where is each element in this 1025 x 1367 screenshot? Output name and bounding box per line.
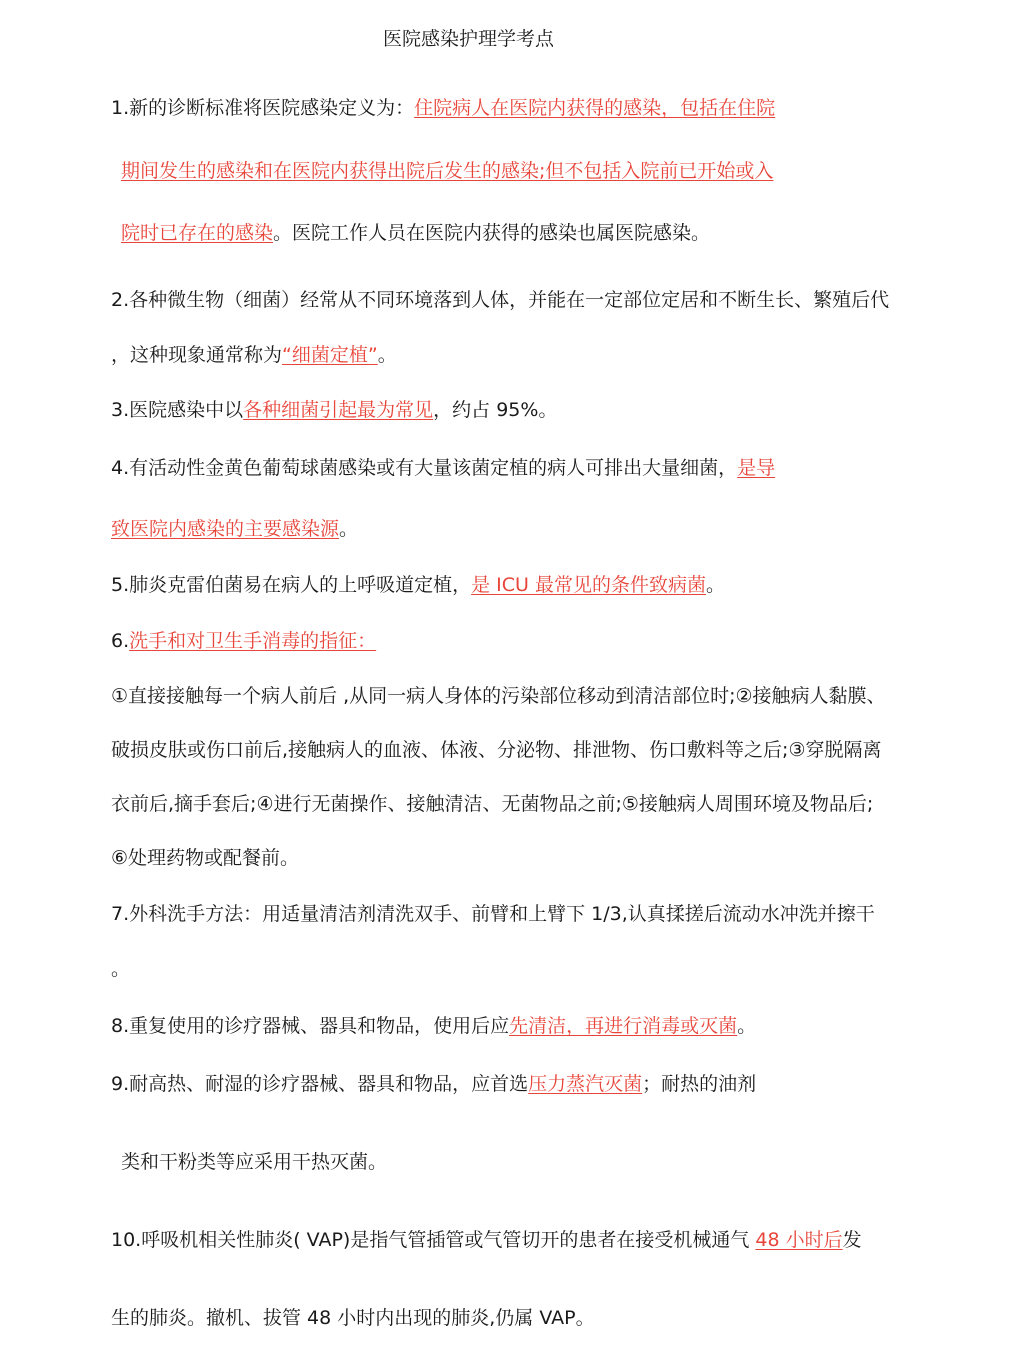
item-6-text-3: 衣前后,摘手套后;④进行无菌操作、接触清洁、无菌物品之前;⑤接触病人周围环境及物品后; (111, 793, 874, 815)
item-1-highlight-cont: 期间发生的感染和在医院内获得出院后发生的感染;但不包括入院前已开始或入 (121, 160, 774, 182)
item-7-line-1 (111, 900, 875, 928)
item-3-highlight: 各种细菌引起最为常见 (243, 399, 434, 421)
item-7-text: 7.外科洗手方法：用适量清洁剂清洗双手、前臂和上臂下 1/3,认真揉搓后流动水冲洗并擦干 (111, 903, 875, 925)
item-6-number: 6. (111, 630, 130, 652)
item-10-text-end: 发 (842, 1229, 862, 1251)
item-5-highlight: 是 ICU 最常见的条件致病菌 (471, 574, 706, 596)
item-2-text: 2.各种微生物（细菌）经常从不同环境落到人体，并能在一定部位定居和不断生长、繁殖后代 (111, 289, 890, 311)
item-6-text-1: ①直接接触每一个病人前后 ,从同一病人身体的污染部位移动到清洁部位时;②接触病人黏膜、 (111, 685, 886, 707)
item-9-highlight: 压力蒸汽灭菌 (528, 1073, 643, 1095)
item-9-line-1 (111, 1070, 756, 1098)
item-2-line-1 (111, 286, 889, 314)
item-10-line-1 (111, 1226, 862, 1254)
item-10-line-2 (111, 1304, 595, 1332)
item-6-highlight: 洗手和对卫生手消毒的指征： (129, 630, 377, 652)
item-10-highlight: 48 小时后 (755, 1229, 843, 1251)
item-9-text-cont: 类和干粉类等应采用干热灭菌。 (121, 1151, 388, 1173)
item-3-text-end: ，约占 95%。 (433, 399, 558, 421)
item-6-text-4: ⑥处理药物或配餐前。 (111, 847, 300, 869)
item-8-text-end: 。 (737, 1015, 757, 1037)
item-6-heading (111, 627, 376, 655)
item-6-line-3 (111, 790, 873, 818)
item-1-line-2 (121, 157, 773, 185)
item-10-text: 10.呼吸机相关性肺炎( VAP)是指气管插管或气管切开的患者在接受机械通气 (111, 1229, 756, 1251)
item-3-line (111, 396, 557, 424)
item-4-text-end: 。 (339, 518, 359, 540)
item-1-line-1 (111, 94, 775, 122)
item-9-line-2 (121, 1148, 387, 1176)
item-7-line-2 (111, 955, 130, 983)
item-6-line-1 (111, 682, 886, 710)
item-6-text-2: 破损皮肤或伤口前后,接触病人的血液、体液、分泌物、排泄物、伤口敷料等之后;③穿脱隔离 (111, 739, 882, 761)
item-4-line-1 (111, 454, 775, 482)
item-5-text-end: 。 (706, 574, 726, 596)
item-9-text: 9.耐高热、耐湿的诊疗器械、器具和物品，应首选 (111, 1073, 529, 1095)
item-7-text-end: 。 (111, 958, 131, 980)
item-2-text-cont: ，这种现象通常称为 (111, 344, 283, 366)
item-10-text-cont: 生的肺炎。撤机、拔管 48 小时内出现的肺炎,仍属 VAP。 (111, 1307, 595, 1329)
item-8-text: 8.重复使用的诊疗器械、器具和物品，使用后应 (111, 1015, 510, 1037)
item-5-text: 5.肺炎克雷伯菌易在病人的上呼吸道定植， (111, 574, 472, 596)
item-1-text-end: 。医院工作人员在医院内获得的感染也属医院感染。 (273, 222, 711, 244)
item-5-line (111, 571, 725, 599)
item-4-highlight: 是导 (737, 457, 776, 479)
item-2-line-2 (111, 341, 397, 369)
item-1-text: 1.新的诊断标准将医院感染定义为： (111, 97, 415, 119)
item-9-text-end: ；耐热的油剂 (642, 1073, 757, 1095)
item-4-text: 4.有活动性金黄色葡萄球菌感染或有大量该菌定植的病人可排出大量细菌， (111, 457, 738, 479)
item-1-highlight: 住院病人在医院内获得的感染，包括在住院 (414, 97, 776, 119)
item-2-text-end: 。 (377, 344, 397, 366)
item-6-line-4 (111, 844, 299, 872)
document-title: 医院感染护理学考点 (383, 28, 555, 50)
item-4-highlight-cont: 致医院内感染的主要感染源 (111, 518, 340, 540)
item-8-highlight: 先清洁，再进行消毒或灭菌 (509, 1015, 738, 1037)
item-8-line (111, 1012, 756, 1040)
item-4-line-2 (111, 515, 358, 543)
item-3-text: 3.医院感染中以 (111, 399, 244, 421)
item-2-highlight: “细菌定植” (282, 344, 378, 366)
item-6-line-2 (111, 736, 881, 764)
item-1-line-3 (121, 219, 710, 247)
item-1-highlight-end: 院时已存在的感染 (121, 222, 274, 244)
